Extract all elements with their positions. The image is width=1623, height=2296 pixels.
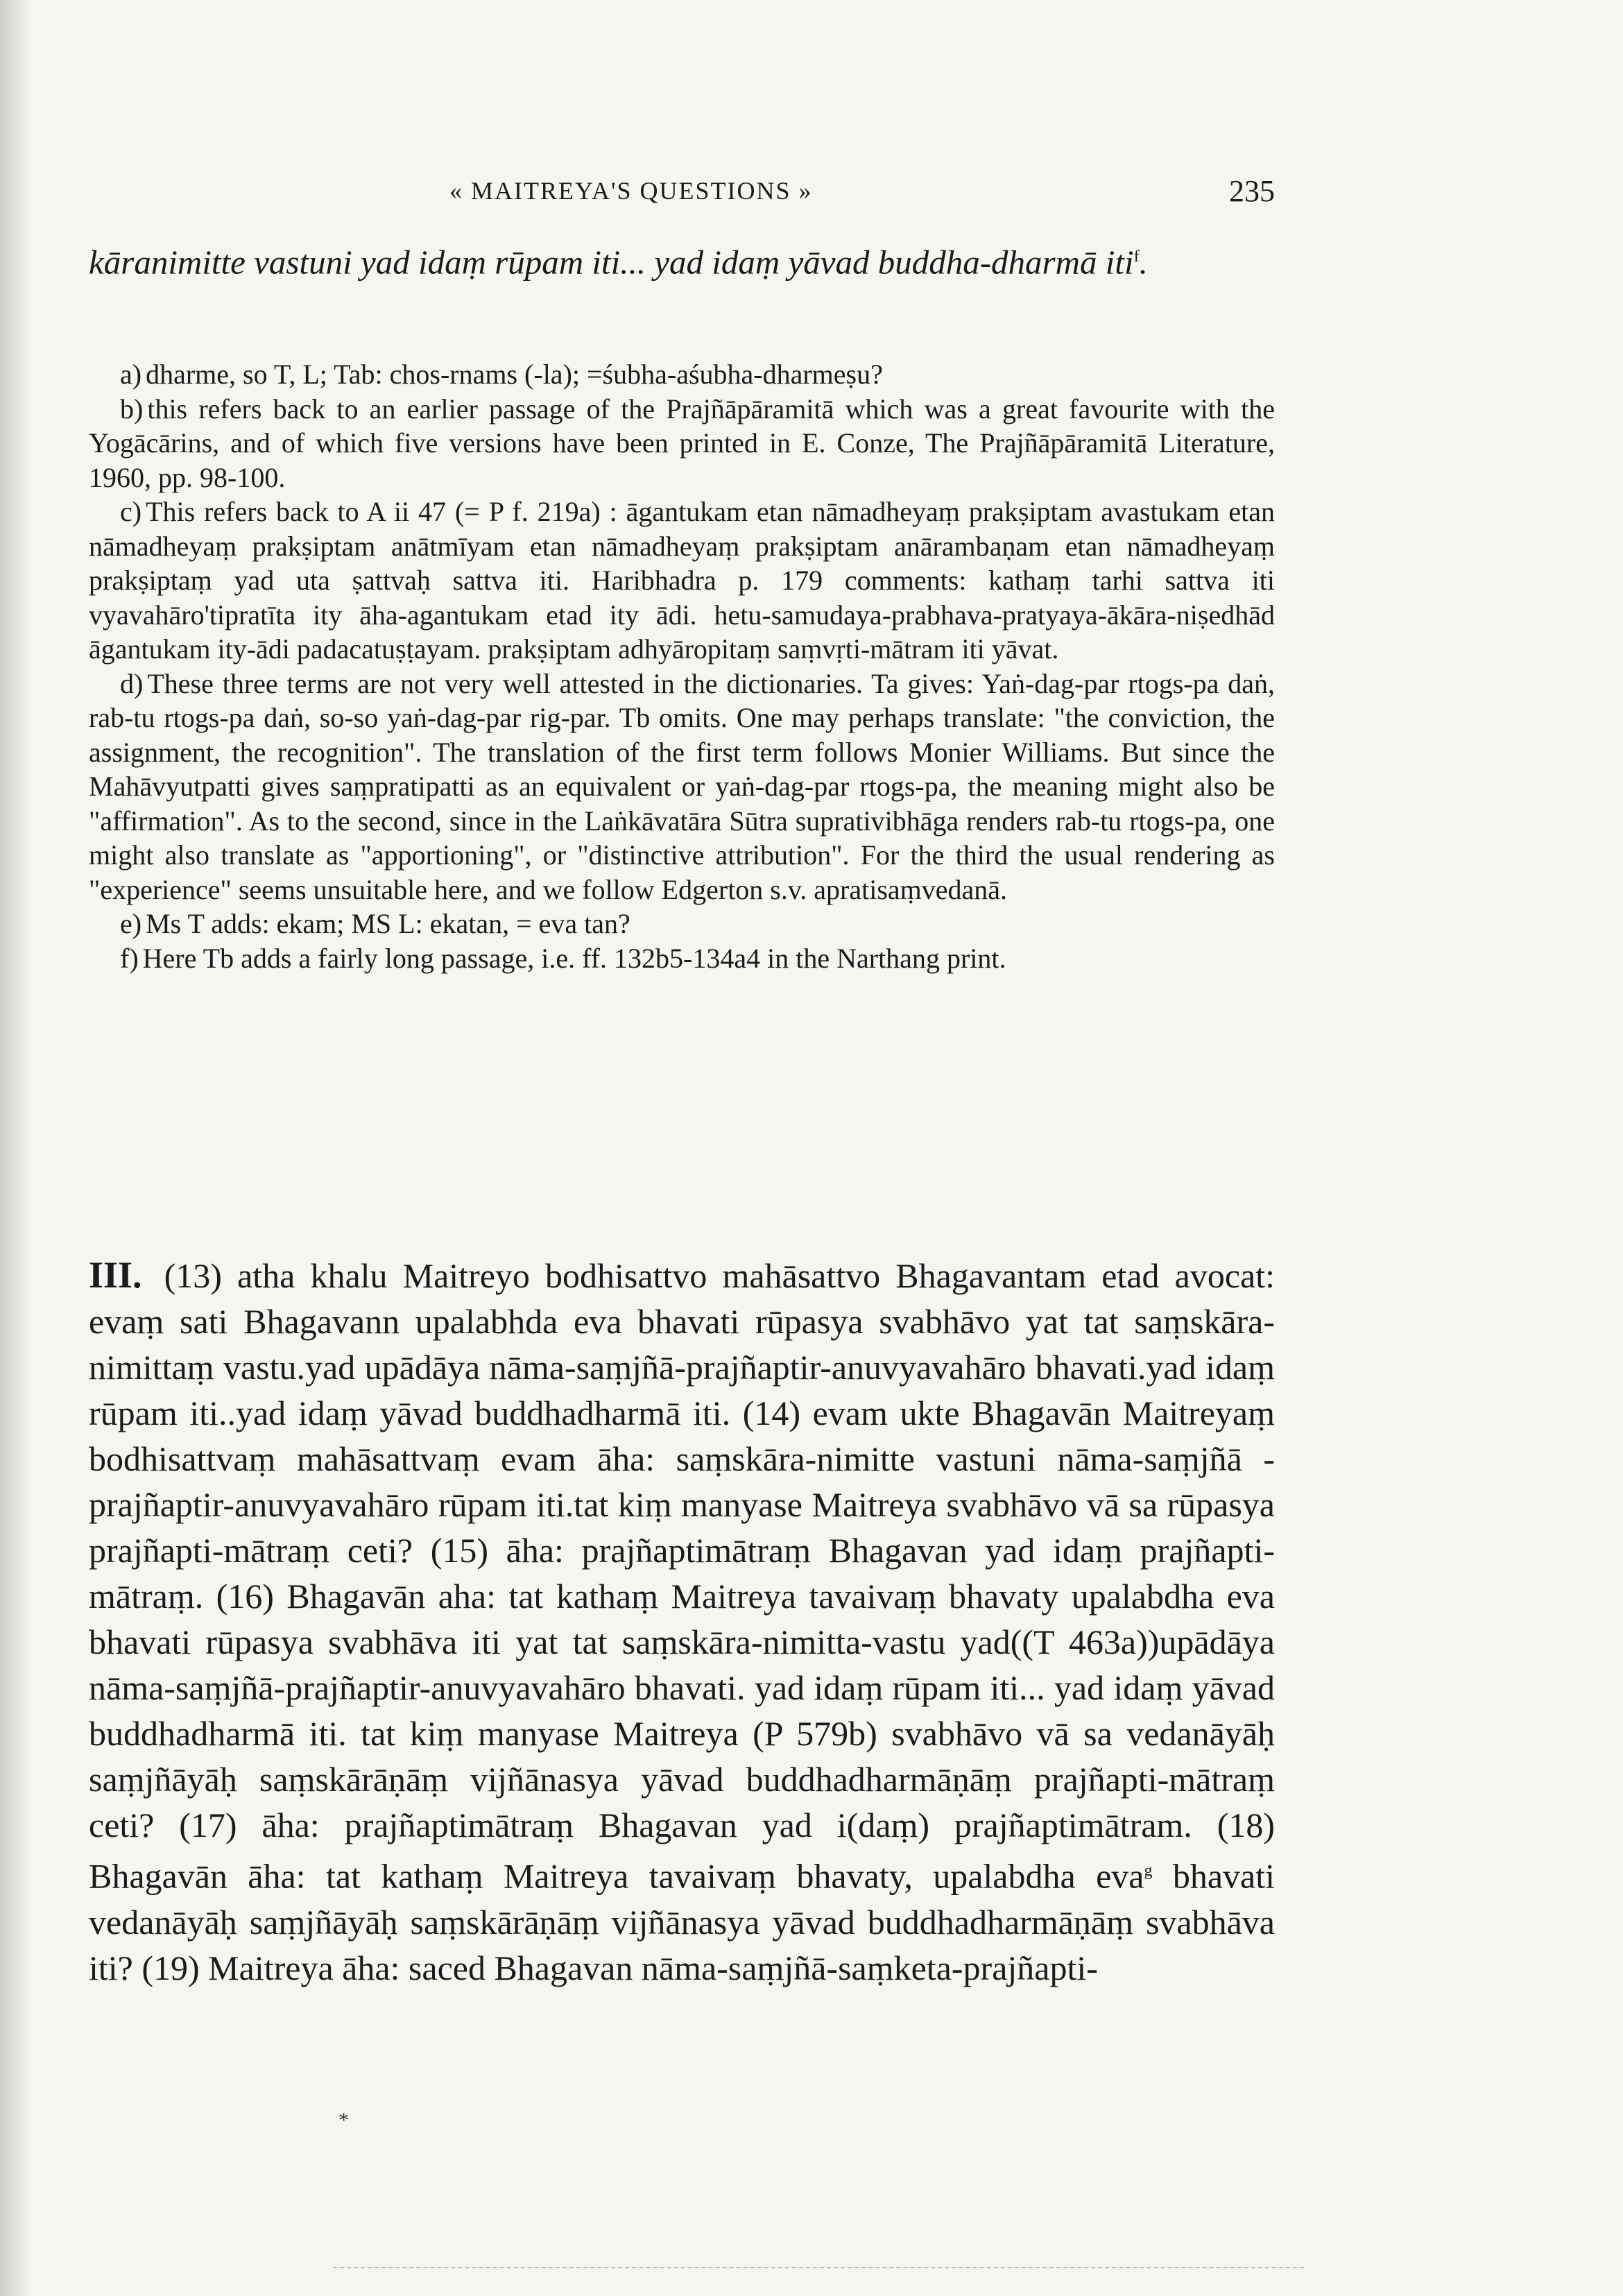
- continued-passage-text: kāranimitte vastuni yad idaṃ rūpam iti... yad idaṃ yāvad buddha-dharmā iti: [89, 243, 1134, 282]
- section-text-continued: bhavati vedanāyāḥ saṃjñāyāḥ saṃskārāṇāṃ vijñānasya yāvad buddhadharmāṇāṃ svabhāva iti? (19) Maitreya āha: saced Bhagavan nāma-saṃjñā-saṃketa-prajñapti-: [89, 1856, 1275, 1987]
- section-iii: [89, 1252, 1275, 1991]
- footnote-text: These three terms are not very well attested in the dictionaries. Ta gives: Yaṅ-dag-par rtogs-pa daṅ, rab-tu rtogs-pa daṅ, so-so yaṅ-dag-par rig-par. Tb omits. One may perhaps translate: "the conviction, the assignment, the recognition". The translation of the first term follows Monier Williams. But since the Mahāvyutpatti gives saṃpratipatti as an equivalent or yaṅ-dag-par rtogs-pa, the meaning might also be "affirmation". As to the second, since in the Laṅkāvatāra Sūtra suprativibhāga renders rab-tu rtogs-pa, one might also translate as "apportioning", or "distinctive attribution". For the third the usual rendering as "experience" seems unsuitable here, and we follow Edgerton s.v. apratisaṃvedanā.: [89, 667, 1275, 905]
- footnote-label: b): [120, 393, 144, 425]
- footnote: [89, 667, 1275, 907]
- footnotes: [89, 357, 1275, 975]
- footnote-text: Ms T adds: ekam; MS L: ekatan, = eva tan?: [146, 908, 630, 939]
- footnote: [89, 941, 1275, 976]
- footnote-ref-g: g: [1144, 1862, 1153, 1880]
- footnote-text: This refers back to A ii 47 (= P f. 219a) : āgantukam etan nāmadheyaṃ prakṣiptam avastukam etan nāmadheyaṃ prakṣiptam anātmīyam etan nāmadheyaṃ prakṣiptam anārambaṇam etan nāmadheyaṃ prakṣiptaṃ yad uta ṣattvaḥ sattva iti. Haribhadra p. 179 comments: kathaṃ tarhi sattva iti vyavahāro'tipratīta ity āha-agantukam etad ity ādi. hetu-samudaya-prabhava-pratyaya-ākāra-niṣedhād āgantukam ity-ādi padacatuṣṭayam. prakṣiptam adhyāropitaṃ saṃvṛti-mātram iti yāvat.: [89, 496, 1275, 665]
- footnote-label: e): [120, 908, 142, 939]
- section-text: (13) atha khalu Maitreyo bodhisattvo mahāsattvo Bhagavantam etad avocat: evaṃ sati Bhagavann upalabhda eva bhavati rūpasya svabhāvo yat tat saṃskāra-nimittaṃ vastu.yad upādāya nāma-saṃjñā-prajñaptir-anuvyavahāro bhavati.yad idaṃ rūpam iti..yad idaṃ yāvad buddhadharmā iti. (14) evam ukte Bhagavān Maitreyaṃ bodhisattvaṃ mahāsattvaṃ evam āha: saṃskāra-nimitte vastuni nāma-saṃjñā -prajñaptir-anuvyavahāro rūpam iti.tat kiṃ manyase Maitreya svabhāvo vā sa rūpasya prajñapti-mātraṃ ceti? (15) āha: prajñaptimātraṃ Bhagavan yad idaṃ prajñapti-mātraṃ. (16) Bhagavān aha: tat kathaṃ Maitreya tavaivaṃ bhavaty upalabdha eva bhavati rūpasya svabhāva iti yat tat saṃskāra-nimitta-vastu yad((T 463a))upādāya nāma-saṃjñā-prajñaptir-anuvyavahāro bhavati. yad idaṃ rūpam iti... yad idaṃ yāvad buddhadharmā iti. tat kiṃ manyase Maitreya (P 579b) svabhāvo vā sa vedanāyāḥ saṃjñāyāḥ saṃskārāṇāṃ vijñānasya yāvad buddhadharmāṇāṃ prajñapti-mātraṃ ceti? (17) āha: prajñaptimātraṃ Bhagavan yad i(daṃ) prajñaptimātram. (18) Bhagavān āha: tat kathaṃ Maitreya tavaivaṃ bhavaty, upalabdha eva: [89, 1256, 1276, 1896]
- footnote: [89, 495, 1275, 667]
- running-title: « MAITREYA'S QUESTIONS »: [449, 177, 813, 205]
- page-number: 235: [1229, 174, 1275, 208]
- scanned-page-edge: [0, 0, 32, 2296]
- section-number: III.: [89, 1254, 142, 1296]
- footnote-text: dharme, so T, L; Tab: chos-rnams (-la); =śubha-aśubha-dharmeṣu?: [146, 359, 883, 390]
- footnote: [89, 392, 1275, 495]
- footnote-text: this refers back to an earlier passage of the Prajñāpāramitā which was a great favourite with the Yogācārins, and of which five versions have been printed in E. Conze, The Prajñāpāramitā Literature, 1960, pp. 98-100.: [89, 393, 1275, 493]
- footnote-text: Here Tb adds a fairly long passage, i.e. ff. 132b5-134a4 in the Narthang print.: [142, 942, 1006, 974]
- footnote: [89, 907, 1275, 941]
- footnote-label: d): [120, 667, 144, 699]
- footnote-ref-f: f: [1133, 248, 1140, 266]
- footnote-label: c): [120, 496, 142, 527]
- continued-passage: kāranimitte vastuni yad idaṃ rūpam iti... yad idaṃ yāvad buddha-dharmā iti$^f$.: [89, 243, 1148, 282]
- footnote: [89, 357, 1275, 392]
- footnote-label: f): [120, 942, 139, 974]
- page-mark: *: [338, 2109, 349, 2132]
- footnote-label: a): [120, 359, 142, 390]
- page-header: [89, 173, 1275, 215]
- page-bottom-rule: [333, 2267, 1304, 2268]
